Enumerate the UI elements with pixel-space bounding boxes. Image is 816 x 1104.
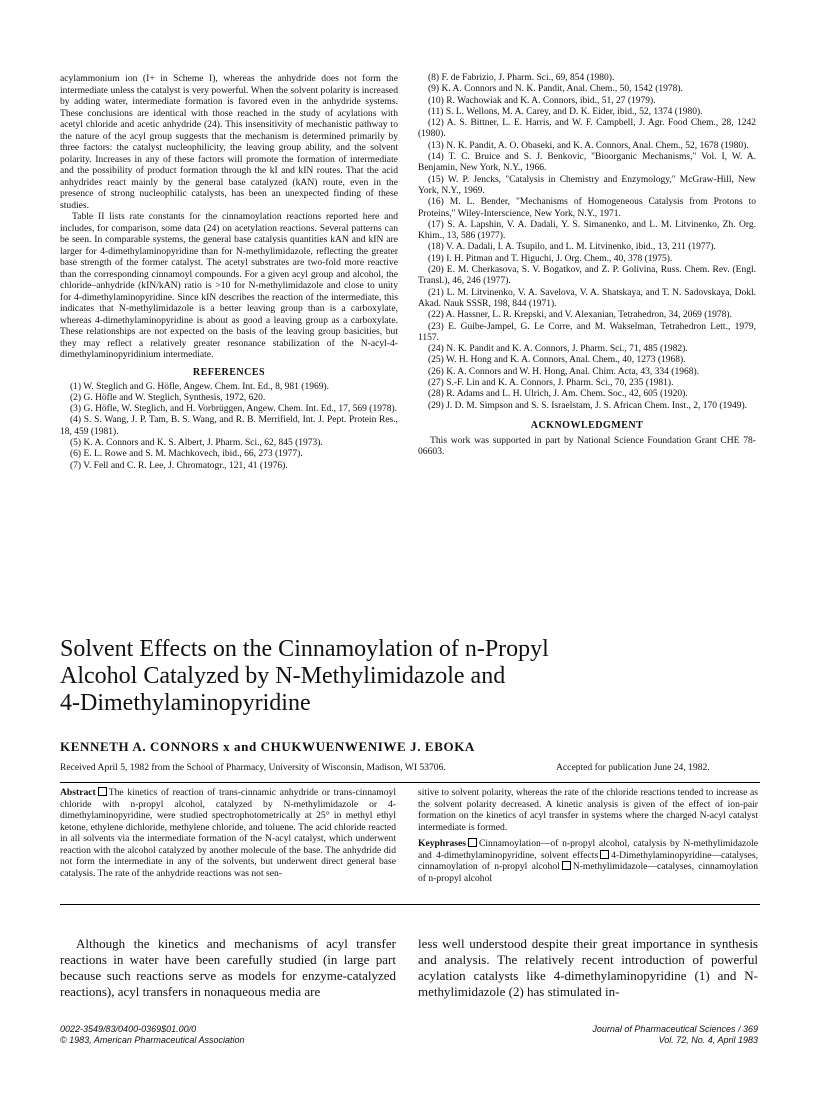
title-line: Alcohol Catalyzed by N-Methylimidazole and bbox=[60, 663, 506, 689]
reference-item: (4) S. S. Wang, J. P. Tam, B. S. Wang, and R. B. Merrifield, Int. J. Pept. Protein Res., 18, 459 (1981). bbox=[60, 415, 398, 437]
reference-item: (10) R. Wachowiak and K. A. Connors, ibid., 51, 27 (1979). bbox=[428, 95, 656, 106]
reference-item: (7) V. Fell and C. R. Lee, J. Chromatogr., 121, 41 (1976). bbox=[70, 460, 288, 471]
reference-item: (26) K. A. Connors and W. H. Hong, Anal. Chim. Acta, 43, 334 (1968). bbox=[428, 366, 700, 377]
abstract-top-rule bbox=[60, 782, 760, 783]
abstract-bottom-rule bbox=[60, 904, 760, 905]
reference-item: (20) E. M. Cherkasova, S. V. Bogatkov, and Z. P. Golivina, Russ. Chem. Rev. (Engl. Transl.), 46, 246 (1977). bbox=[418, 265, 756, 287]
reference-item: (25) W. H. Hong and K. A. Connors, Anal. Chem., 40, 1273 (1968). bbox=[428, 355, 686, 366]
keyphrases-text: Cinnamoylation—of n-propyl alcohol, catalysis by N-methylimidazole and 4-dimethylaminopyridine, solvent effects bbox=[418, 838, 758, 861]
reference-item: (22) A. Hassner, L. R. Krepski, and V. Alexanian, Tetrahedron, 34, 2069 (1978). bbox=[428, 310, 732, 321]
reference-item: (18) V. A. Dadali, I. A. Tsupilo, and L. M. Litvinenko, ibid., 13, 211 (1977). bbox=[428, 242, 716, 253]
reference-item: (21) L. M. Litvinenko, V. A. Savelova, V. A. Shatskaya, and T. N. Sadovskaya, Dokl. Akad. Nauk SSSR, 198, 844 (1971). bbox=[418, 287, 756, 309]
reference-list-left bbox=[60, 382, 398, 472]
abstract-label: Abstract bbox=[60, 787, 96, 798]
reference-item: (28) R. Adams and L. H. Ulrich, J. Am. Chem. Soc., 42, 605 (1920). bbox=[428, 389, 688, 400]
footer-right bbox=[592, 1024, 758, 1046]
reference-item: (15) W. P. Jencks, "Catalysis in Chemistry and Enzymology," McGraw-Hill, New York, N.Y., 1969. bbox=[418, 174, 756, 196]
square-bullet-icon bbox=[468, 838, 477, 847]
right-column bbox=[418, 73, 756, 458]
square-bullet-icon bbox=[600, 850, 609, 859]
journal-page: Journal of Pharmaceutical Sciences / 369 bbox=[592, 1024, 758, 1034]
abstract-text: The kinetics of reaction of trans-cinnamic anhydride or trans-cinnamoyl chloride with n-propyl alcohol, catalyzed by N-methylimidazole or 4-dimethylaminopyridine, were studied spectrophotometrically at 25° in methyl ethyl ketone, ethylene dichloride, methylene chloride, and toluene. The acid chloride reacted in all solvents via the intermediate formation of the N-acyl catalyst, which underwent reaction with the alcohol catalyzed by another molecule of the base. The anhydride did not form the intermediate in any of the solvents, but underwent direct general base catalysis. The rate of the anhydride reactions was not sen- bbox=[60, 787, 396, 879]
left-column bbox=[60, 73, 398, 472]
paragraph-2: Table II lists rate constants for the cinnamoylation reactions reported here and includes, for comparison, some data (24) on acetylation reactions. Several patterns can be seen. In comparable systems, the general base catalysis quantities kAN and kIN are larger for 4-dimethylaminopyridine than for N-methylimidazole, reflecting the greater base strength of the former catalyst. The acetyl substrates are two-fold more reactive than the corresponding cinnamoyl compounds. For a given acyl group and alcohol, the chloride–anhydride (kIN/kAN) ratio is >10 for N-methylimidazole and close to unity for 4-dimethylaminopyridine. Since kIN describes the reaction of the intermediate, this indicates that N-methylimidazole is a better leaving group than is a carboxylate, whereas 4-dimethylaminopyridine is about as good a leaving group as a carboxylate. These relationships are not expected on the basis of the leaving group basicities, but they may reflect a relatively greater resonance stabilization of the N-acyl-4-dimethylaminopyridinium intermediate. bbox=[60, 211, 398, 360]
reference-item: (16) M. L. Bender, "Mechanisms of Homogeneous Catalysis from Protons to Proteins," Wiley-Interscience, New York, N.Y., 1971. bbox=[418, 197, 756, 219]
reference-item: (14) T. C. Bruice and S. J. Benkovic, "Bioorganic Mechanisms," Vol. I, W. A. Benjamin, New York, N.Y., 1966. bbox=[418, 152, 756, 174]
reference-item: (29) J. D. M. Simpson and S. S. Israelstam, J. S. African Chem. Inst., 2, 170 (1949). bbox=[428, 400, 748, 411]
keyphrases-text: 4-Dimethylaminopyridine—catalyses, cinnamoylation of n-propyl alcohol bbox=[418, 849, 758, 872]
square-bullet-icon bbox=[98, 787, 107, 796]
accepted-line: Accepted for publication June 24, 1982. bbox=[556, 762, 710, 773]
article-title bbox=[60, 636, 760, 717]
intro-right bbox=[418, 936, 758, 1000]
reference-item: (12) A. S. Bittner, L. E. Harris, and W. F. Campbell, J. Agr. Food Chem., 28, 1242 (1980). bbox=[418, 118, 756, 140]
reference-item: (19) I. H. Pitman and T. Higuchi, J. Org. Chem., 40, 378 (1975). bbox=[428, 253, 673, 264]
abstract-text-continued: sitive to solvent polarity, whereas the rate of the chloride reactions tended to increase as the solvent polarity decreased. A kinetic analysis is given of the effect of ion-pair formation on the kinetics of acyl transfer in systems where the charged N-acyl catalyst intermediate is formed. bbox=[418, 787, 758, 833]
issn-code: 0022-3549/83/0400-0369$01.00/0 bbox=[60, 1024, 197, 1034]
references-heading: REFERENCES bbox=[192, 366, 266, 378]
received-line: Received April 5, 1982 from the School of Pharmacy, University of Wisconsin, Madison, WI 53706. bbox=[60, 762, 446, 773]
reference-item: (9) K. A. Connors and N. K. Pandit, Anal. Chem., 50, 1542 (1978). bbox=[428, 84, 683, 95]
intro-paragraph: Although the kinetics and mechanisms of acyl transfer reactions in water have been carefully studied (in large part because such reactions serve as models for enzyme-catalyzed reactions), acyl transfers in nonaqueous media are bbox=[60, 936, 396, 999]
reference-item: (2) G. Höfle and W. Steglich, Synthesis, 1972, 620. bbox=[70, 392, 266, 403]
reference-item: (23) E. Guibe-Jampel, G. Le Corre, and M. Wakselman, Tetrahedron Lett., 1979, 1157. bbox=[418, 321, 756, 343]
reference-item: (13) N. K. Pandit, A. O. Obaseki, and K. A. Connors, Anal. Chem., 52, 1678 (1980). bbox=[428, 140, 749, 151]
reference-item: (1) W. Steglich and G. Höfle, Angew. Chem. Int. Ed., 8, 981 (1969). bbox=[70, 381, 330, 392]
acknowledgment-text: This work was supported in part by National Science Foundation Grant CHE 78-06603. bbox=[418, 434, 756, 458]
intro-paragraph-continued: less well understood despite their great importance in synthesis and analysis. The relatively recent introduction of powerful acylation catalysts like 4-dimethylaminopyridine (1) and N-methylimidazole (2) has stimulated in- bbox=[418, 936, 758, 999]
square-bullet-icon bbox=[562, 861, 571, 870]
author-line: KENNETH A. CONNORS x and CHUKWUENWENIWE J. EBOKA bbox=[60, 739, 475, 754]
volume-info: Vol. 72, No. 4, April 1983 bbox=[658, 1035, 758, 1045]
abstract-left bbox=[60, 787, 396, 879]
reference-item: (3) G. Höfle, W. Steglich, and H. Vorbrüggen, Angew. Chem. Int. Ed., 17, 569 (1978). bbox=[70, 404, 398, 415]
reference-item: (8) F. de Fabrizio, J. Pharm. Sci., 69, 854 (1980). bbox=[428, 73, 615, 83]
intro-left bbox=[60, 936, 396, 1000]
copyright: © 1983, American Pharmaceutical Association bbox=[60, 1035, 245, 1045]
paragraph-1: acylammonium ion (I+ in Scheme I), whereas the anhydride does not form the intermediate unless the catalyst is very powerful. When the solvent polarity is increased by adding water, intermediate formation is favored even in the anhydride systems. These conclusions are identical with those reached in the study of acylations with acetyl chloride and acetic anhydride (24). This insensitivity of mechanistic pathway to the nature of the acyl group suggests that the mechanism is determined primarily by three factors: the catalyst nucleophilicity, the leaving group ability, and the solvent polarity. Increases in any of these factors will promote the formation of intermediate and the possibility of product formation through the kI and kIN routes. That the acid anhydrides react mainly by the general base catalyzed (kAN) route, even in the presence of strong nucleophilic catalysts, has been an unexpected finding of these studies. bbox=[60, 73, 398, 211]
reference-item: (5) K. A. Connors and K. S. Albert, J. Pharm. Sci., 62, 845 (1973). bbox=[70, 437, 323, 448]
reference-item: (27) S.-F. Lin and K. A. Connors, J. Pharm. Sci., 70, 235 (1981). bbox=[428, 378, 674, 389]
footer-left bbox=[60, 1024, 245, 1046]
reference-item: (6) E. L. Rowe and S. M. Machkovech, ibid., 66, 273 (1977). bbox=[70, 449, 303, 460]
reference-item: (24) N. K. Pandit and K. A. Connors, J. Pharm. Sci., 71, 485 (1982). bbox=[428, 344, 688, 355]
title-line: Solvent Effects on the Cinnamoylation of n-Propyl bbox=[60, 636, 549, 662]
reference-item: (17) S. A. Lapshin, V. A. Dadali, Y. S. Simanenko, and L. M. Litvinenko, Zh. Org. Khim., 13, 586 (1977). bbox=[418, 219, 756, 242]
reference-item: (11) S. L. Wellons, M. A. Carey, and D. K. Eider, ibid., 52, 1374 (1980). bbox=[428, 106, 703, 117]
title-line: 4-Dimethylaminopyridine bbox=[60, 690, 311, 716]
keyphrases-text: N-methylimidazole—catalyses, cinnamoylation of n-propyl alcohol bbox=[418, 861, 758, 884]
keyphrases-label: Keyphrases bbox=[418, 838, 466, 849]
abstract-right bbox=[418, 787, 758, 884]
acknowledgment-heading: ACKNOWLEDGMENT bbox=[530, 419, 644, 431]
reference-list-right bbox=[418, 73, 756, 412]
